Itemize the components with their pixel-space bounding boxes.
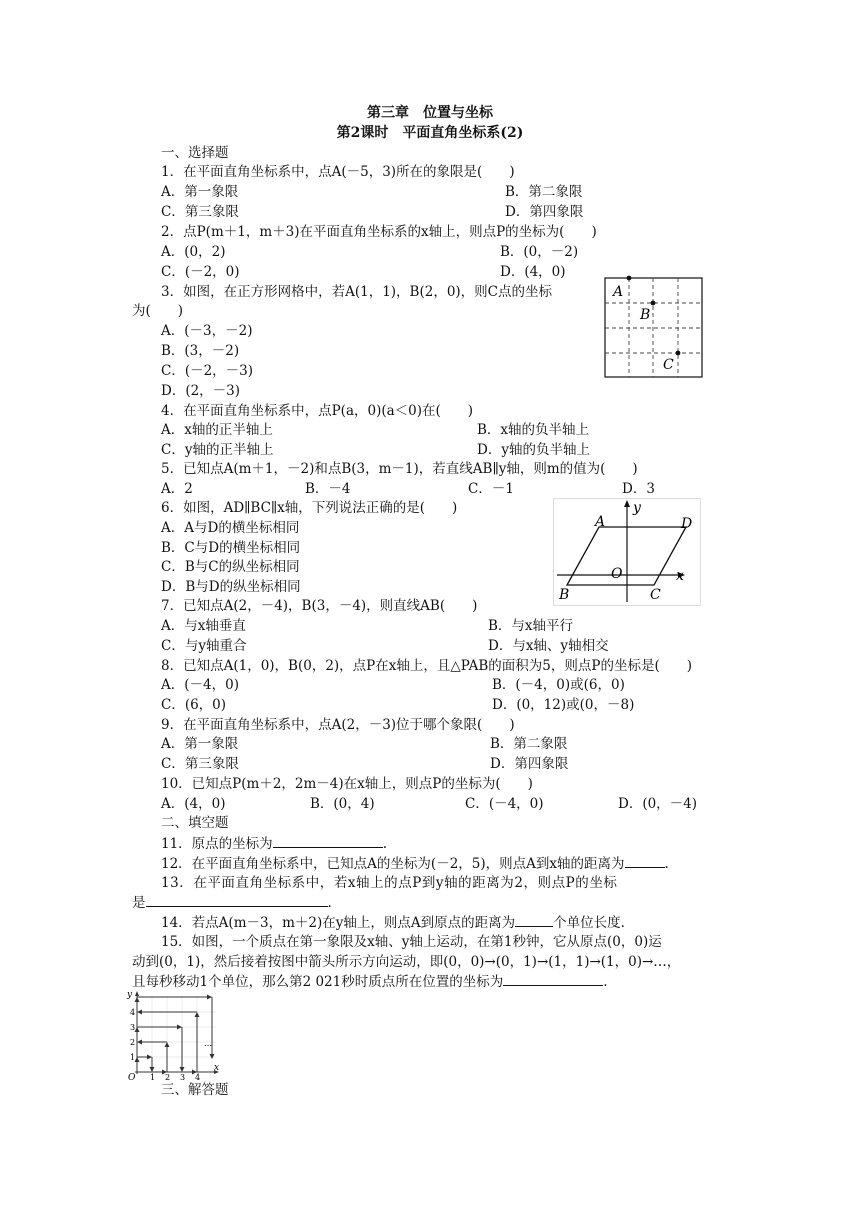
path-y-arrow <box>135 991 139 996</box>
q9-option-c: C．第三象限 <box>161 756 239 772</box>
path-y-tick-3: 3 <box>130 1023 136 1032</box>
q15-tail: . <box>603 974 608 990</box>
motion-path <box>137 997 212 1072</box>
q9-option-d: D．第四象限 <box>490 756 569 772</box>
q4-option-a: A．x轴的正半轴上 <box>161 422 273 438</box>
q1-option-a: A．第一象限 <box>161 184 239 200</box>
path-x-tick-4: 4 <box>195 1073 201 1080</box>
q8-option-a: A．(－4，0) <box>161 677 239 693</box>
q1-option-b: B．第二象限 <box>505 184 583 200</box>
q15-line1: 15．如图，一个质点在第一象限及x轴、y轴上运动，在第1秒钟，它从原点(0，0)运 <box>161 934 662 950</box>
q5-option-d: D．3 <box>622 481 655 497</box>
q2-option-a: A．(0，2) <box>161 244 226 260</box>
q11-text: 11．原点的坐标为 <box>161 836 273 852</box>
y-axis-arrow <box>624 500 630 507</box>
q1-option-c: C．第三象限 <box>161 204 239 220</box>
label-d: D <box>681 516 693 532</box>
q4-option-b: B．x轴的负半轴上 <box>477 422 590 438</box>
path-y-tick-2: 2 <box>130 1038 136 1047</box>
path-label-origin: O <box>128 1073 136 1080</box>
q2-option-d: D．(4，0) <box>500 264 566 280</box>
q3-option-a: A．(－3，－2) <box>161 323 253 339</box>
q9-option-b: B．第二象限 <box>490 736 568 752</box>
q10-option-d: D．(0，－4) <box>618 796 698 812</box>
q4-stem: 4．在平面直角坐标系中，点P(a，0)(a＜0)在( ) <box>161 403 474 419</box>
q9-option-a: A．第一象限 <box>161 736 239 752</box>
q5-option-c: C．－1 <box>468 481 514 497</box>
grid-figure <box>600 272 710 382</box>
label-c: C <box>650 587 661 603</box>
section-fill: 二、填空题 <box>161 815 229 831</box>
page-title: 第三章 位置与坐标 <box>367 105 493 121</box>
point-a-dot <box>627 276 632 281</box>
q7-stem: 7．已知点A(2，－4)，B(3，－4)，则直线AB( ) <box>161 598 478 614</box>
q3-option-d: D．(2，－3) <box>161 383 241 399</box>
page-subtitle: 第2课时 平面直角坐标系(2) <box>336 125 524 141</box>
q4-option-c: C．y轴的正半轴上 <box>161 442 274 458</box>
q4-option-d: D．y轴的负半轴上 <box>477 442 590 458</box>
q15-answer-blank[interactable] <box>503 972 603 986</box>
path-y-tick-1: 1 <box>130 1053 136 1062</box>
q8-stem: 8．已知点A(1，0)，B(0，2)，点P在x轴上，且△PAB的面积为5，则点P的坐标是( ) <box>161 658 692 674</box>
q8-option-d: D．(0，12)或(0，－8) <box>492 697 635 713</box>
q10-option-b: B．(0，4) <box>310 796 375 812</box>
q3-option-c: C．(－2，－3) <box>161 363 254 379</box>
grid-label-a: A <box>613 284 624 300</box>
q8-option-b: B．(－4，0)或(6，0) <box>492 677 625 693</box>
q2-option-c: C．(－2，0) <box>161 264 240 280</box>
q15-text: 且每秒移动1个单位，那么第2 021秒时质点所在位置的坐标为 <box>132 974 504 990</box>
parallelogram-figure <box>553 498 701 606</box>
q12-tail: . <box>664 856 669 872</box>
q6-option-c: C．B与C的纵坐标相同 <box>161 559 300 575</box>
q10-stem: 10．已知点P(m＋2，2m－4)在x轴上，则点P的坐标为( ) <box>161 776 533 792</box>
q3-stem-line2: 为( ) <box>132 303 184 319</box>
section-answer: 三、解答题 <box>161 1082 229 1098</box>
q13-line1: 13．在平面直角坐标系中，若x轴上的点P到y轴的距离为2，则点P的坐标 <box>161 875 618 891</box>
q13-text: 是 <box>132 895 146 911</box>
label-x: x <box>676 568 684 584</box>
path-continuation: … <box>204 1039 212 1048</box>
q8-option-c: C．(6，0) <box>161 697 227 713</box>
q11 <box>161 834 387 853</box>
q14-text: 14．若点A(m－3，m＋2)在y轴上，则点A到原点的距离为 <box>161 915 516 931</box>
label-b: B <box>559 587 570 603</box>
q2-option-b: B．(0，－2) <box>500 244 579 260</box>
q15-line2: 动到(0，1)，然后接着按图中箭头所示方向运动，即(0，0)→(0，1)→(1，1)→(1，0)→…， <box>132 954 681 970</box>
q7-option-b: B．与x轴平行 <box>488 618 574 634</box>
q6-option-b: B．C与D的横坐标相同 <box>161 540 301 556</box>
q7-option-a: A．与x轴垂直 <box>161 618 246 634</box>
path-x-tick-3: 3 <box>180 1073 186 1080</box>
point-b-dot <box>651 301 656 306</box>
q5-option-a: A．2 <box>161 481 193 497</box>
path-label-y: y <box>127 990 133 1000</box>
q6-stem: 6．如图，AD∥BC∥x轴，下列说法正确的是( ) <box>161 500 458 516</box>
path-y-tick-4: 4 <box>130 1008 136 1017</box>
path-x-tick-2: 2 <box>165 1073 171 1080</box>
q14-answer-blank[interactable] <box>515 913 553 927</box>
label-y: y <box>633 500 641 516</box>
path-x-tick-1: 1 <box>150 1073 156 1080</box>
q13-answer-blank[interactable] <box>146 893 328 907</box>
q3-stem-line1: 3．如图，在正方形网格中，若A(1，1)，B(2，0)，则C点的坐标 <box>161 284 553 300</box>
section-choice: 一、选择题 <box>161 145 229 161</box>
q10-option-c: C．(－4，0) <box>465 796 544 812</box>
q2-stem: 2．点P(m＋1，m＋3)在平面直角坐标系的x轴上，则点P的坐标为( ) <box>161 224 597 240</box>
grid-label-b: B <box>640 307 651 323</box>
label-a: A <box>595 514 606 530</box>
q3-option-b: B．(3，－2) <box>161 343 240 359</box>
label-o: O <box>611 566 623 582</box>
path-figure <box>124 988 222 1080</box>
q9-stem: 9．在平面直角坐标系中，点A(2，－3)位于哪个象限( ) <box>161 717 515 733</box>
q12-text: 12．在平面直角坐标系中，已知点A的坐标为(－2，5)，则点A到x轴的距离为 <box>161 856 625 872</box>
q7-option-d: D．与x轴、y轴相交 <box>488 638 609 654</box>
path-grid <box>137 996 216 1072</box>
q10-option-a: A．(4，0) <box>161 796 226 812</box>
q13-tail: . <box>327 895 332 911</box>
q14-tail: 个单位长度. <box>553 915 625 931</box>
q14 <box>161 913 625 932</box>
q1-option-d: D．第四象限 <box>505 204 584 220</box>
point-c-dot <box>676 351 681 356</box>
q7-option-c: C．与y轴重合 <box>161 638 247 654</box>
q12-answer-blank[interactable] <box>625 854 665 868</box>
q5-stem: 5．已知点A(m＋1，－2)和点B(3，m－1)，若直线AB∥y轴，则m的值为( ) <box>161 461 638 477</box>
q6-option-a: A．A与D的横坐标相同 <box>161 520 300 536</box>
q5-option-b: B．－4 <box>305 481 351 497</box>
q6-option-d: D．B与D的纵坐标相同 <box>161 579 301 595</box>
q11-tail: . <box>382 836 387 852</box>
grid-label-c: C <box>663 357 674 373</box>
q12 <box>161 854 669 873</box>
q1-stem: 1．在平面直角坐标系中，点A(－5，3)所在的象限是( ) <box>161 164 515 180</box>
q11-answer-blank[interactable] <box>273 834 383 848</box>
path-label-x: x <box>214 1063 220 1073</box>
q13-line2 <box>132 893 332 912</box>
